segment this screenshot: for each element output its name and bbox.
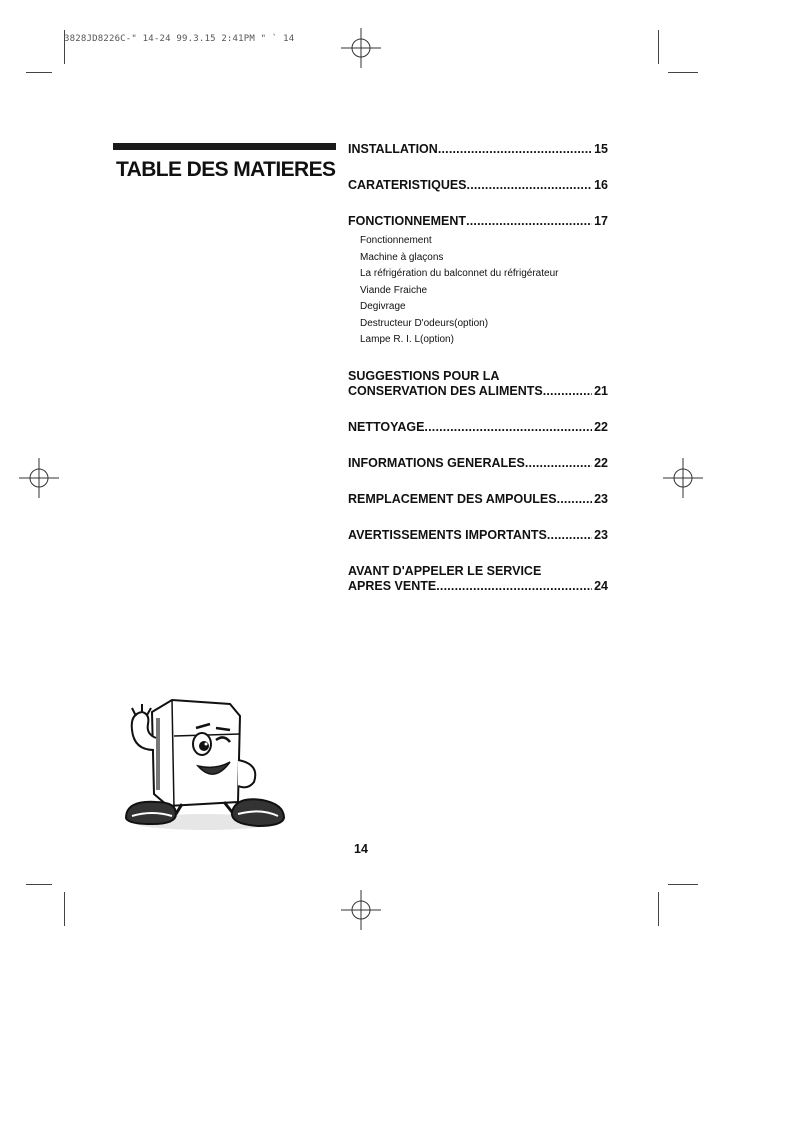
toc-entry-remplacement[interactable] — [348, 492, 608, 507]
toc-label: INSTALLATION — [348, 142, 438, 156]
toc-entry-installation[interactable] — [348, 142, 608, 157]
registration-mark-icon — [341, 890, 381, 930]
toc-sub-item[interactable]: Machine à glaçons — [360, 251, 444, 263]
toc-sub-item[interactable]: La réfrigération du balconnet du réfrigérateur — [360, 268, 559, 279]
toc-label: APRES VENTE — [348, 578, 437, 593]
registration-mark-icon — [341, 28, 381, 68]
toc-label: SUGGESTIONS POUR LA — [348, 368, 500, 383]
crop-mark — [26, 884, 52, 885]
page-title: TABLE DES MATIERES — [116, 158, 336, 181]
toc-page: 22 — [594, 419, 608, 434]
toc-page: 23 — [594, 491, 608, 506]
toc-sub-item[interactable]: Fonctionnement — [360, 235, 432, 246]
toc-sub-item[interactable]: Destructeur D'odeurs(option) — [360, 317, 489, 329]
crop-mark — [658, 892, 659, 926]
toc-page: 16 — [594, 178, 608, 192]
toc-page: 17 — [594, 214, 608, 228]
toc-label: INFORMATIONS GENERALES — [348, 455, 525, 470]
toc-label: NETTOYAGE — [348, 419, 425, 434]
toc-page: 15 — [594, 142, 608, 156]
toc-entry-avertissements[interactable] — [348, 528, 608, 543]
crop-mark — [668, 72, 698, 73]
toc-label: FONCTIONNEMENT — [348, 214, 467, 228]
toc-sub-item[interactable]: Viande Fraiche — [360, 284, 428, 296]
toc-page: 21 — [594, 383, 608, 398]
crop-mark — [668, 884, 698, 885]
toc-label: AVANT D'APPELER LE SERVICE — [348, 563, 542, 578]
print-slug: 3828JD8226C-" 14-24 99.3.15 2:41PM " ` 14 — [64, 34, 295, 44]
crop-mark — [64, 892, 65, 926]
toc-entry-suggestions[interactable] — [348, 369, 608, 399]
toc-page: 24 — [594, 578, 608, 593]
toc-entry-caracteristiques[interactable] — [348, 178, 608, 193]
toc-label: AVERTISSEMENTS IMPORTANTS — [348, 527, 547, 542]
toc-label: REMPLACEMENT DES AMPOULES — [348, 491, 557, 506]
crop-mark — [658, 30, 659, 64]
toc-entry-informations[interactable] — [348, 456, 608, 471]
toc-entry-fonctionnement[interactable] — [348, 214, 608, 349]
toc-entry-service[interactable] — [348, 564, 608, 594]
toc-entry-nettoyage[interactable] — [348, 420, 608, 435]
table-of-contents — [348, 142, 608, 594]
toc-page: 23 — [594, 527, 608, 542]
toc-page: 22 — [594, 455, 608, 470]
crop-mark — [26, 72, 52, 73]
toc-sub-list — [348, 233, 608, 349]
refrigerator-mascot-icon — [112, 690, 298, 840]
toc-label: CARATERISTIQUES — [348, 178, 467, 192]
page-number: 14 — [354, 842, 368, 856]
registration-mark-icon — [19, 458, 59, 498]
toc-label: CONSERVATION DES ALIMENTS — [348, 383, 543, 398]
toc-sub-item[interactable]: Degivrage — [360, 301, 406, 312]
toc-sub-item[interactable]: Lampe R. I. L(option) — [360, 334, 454, 345]
title-rule — [113, 143, 336, 150]
registration-mark-icon — [663, 458, 703, 498]
